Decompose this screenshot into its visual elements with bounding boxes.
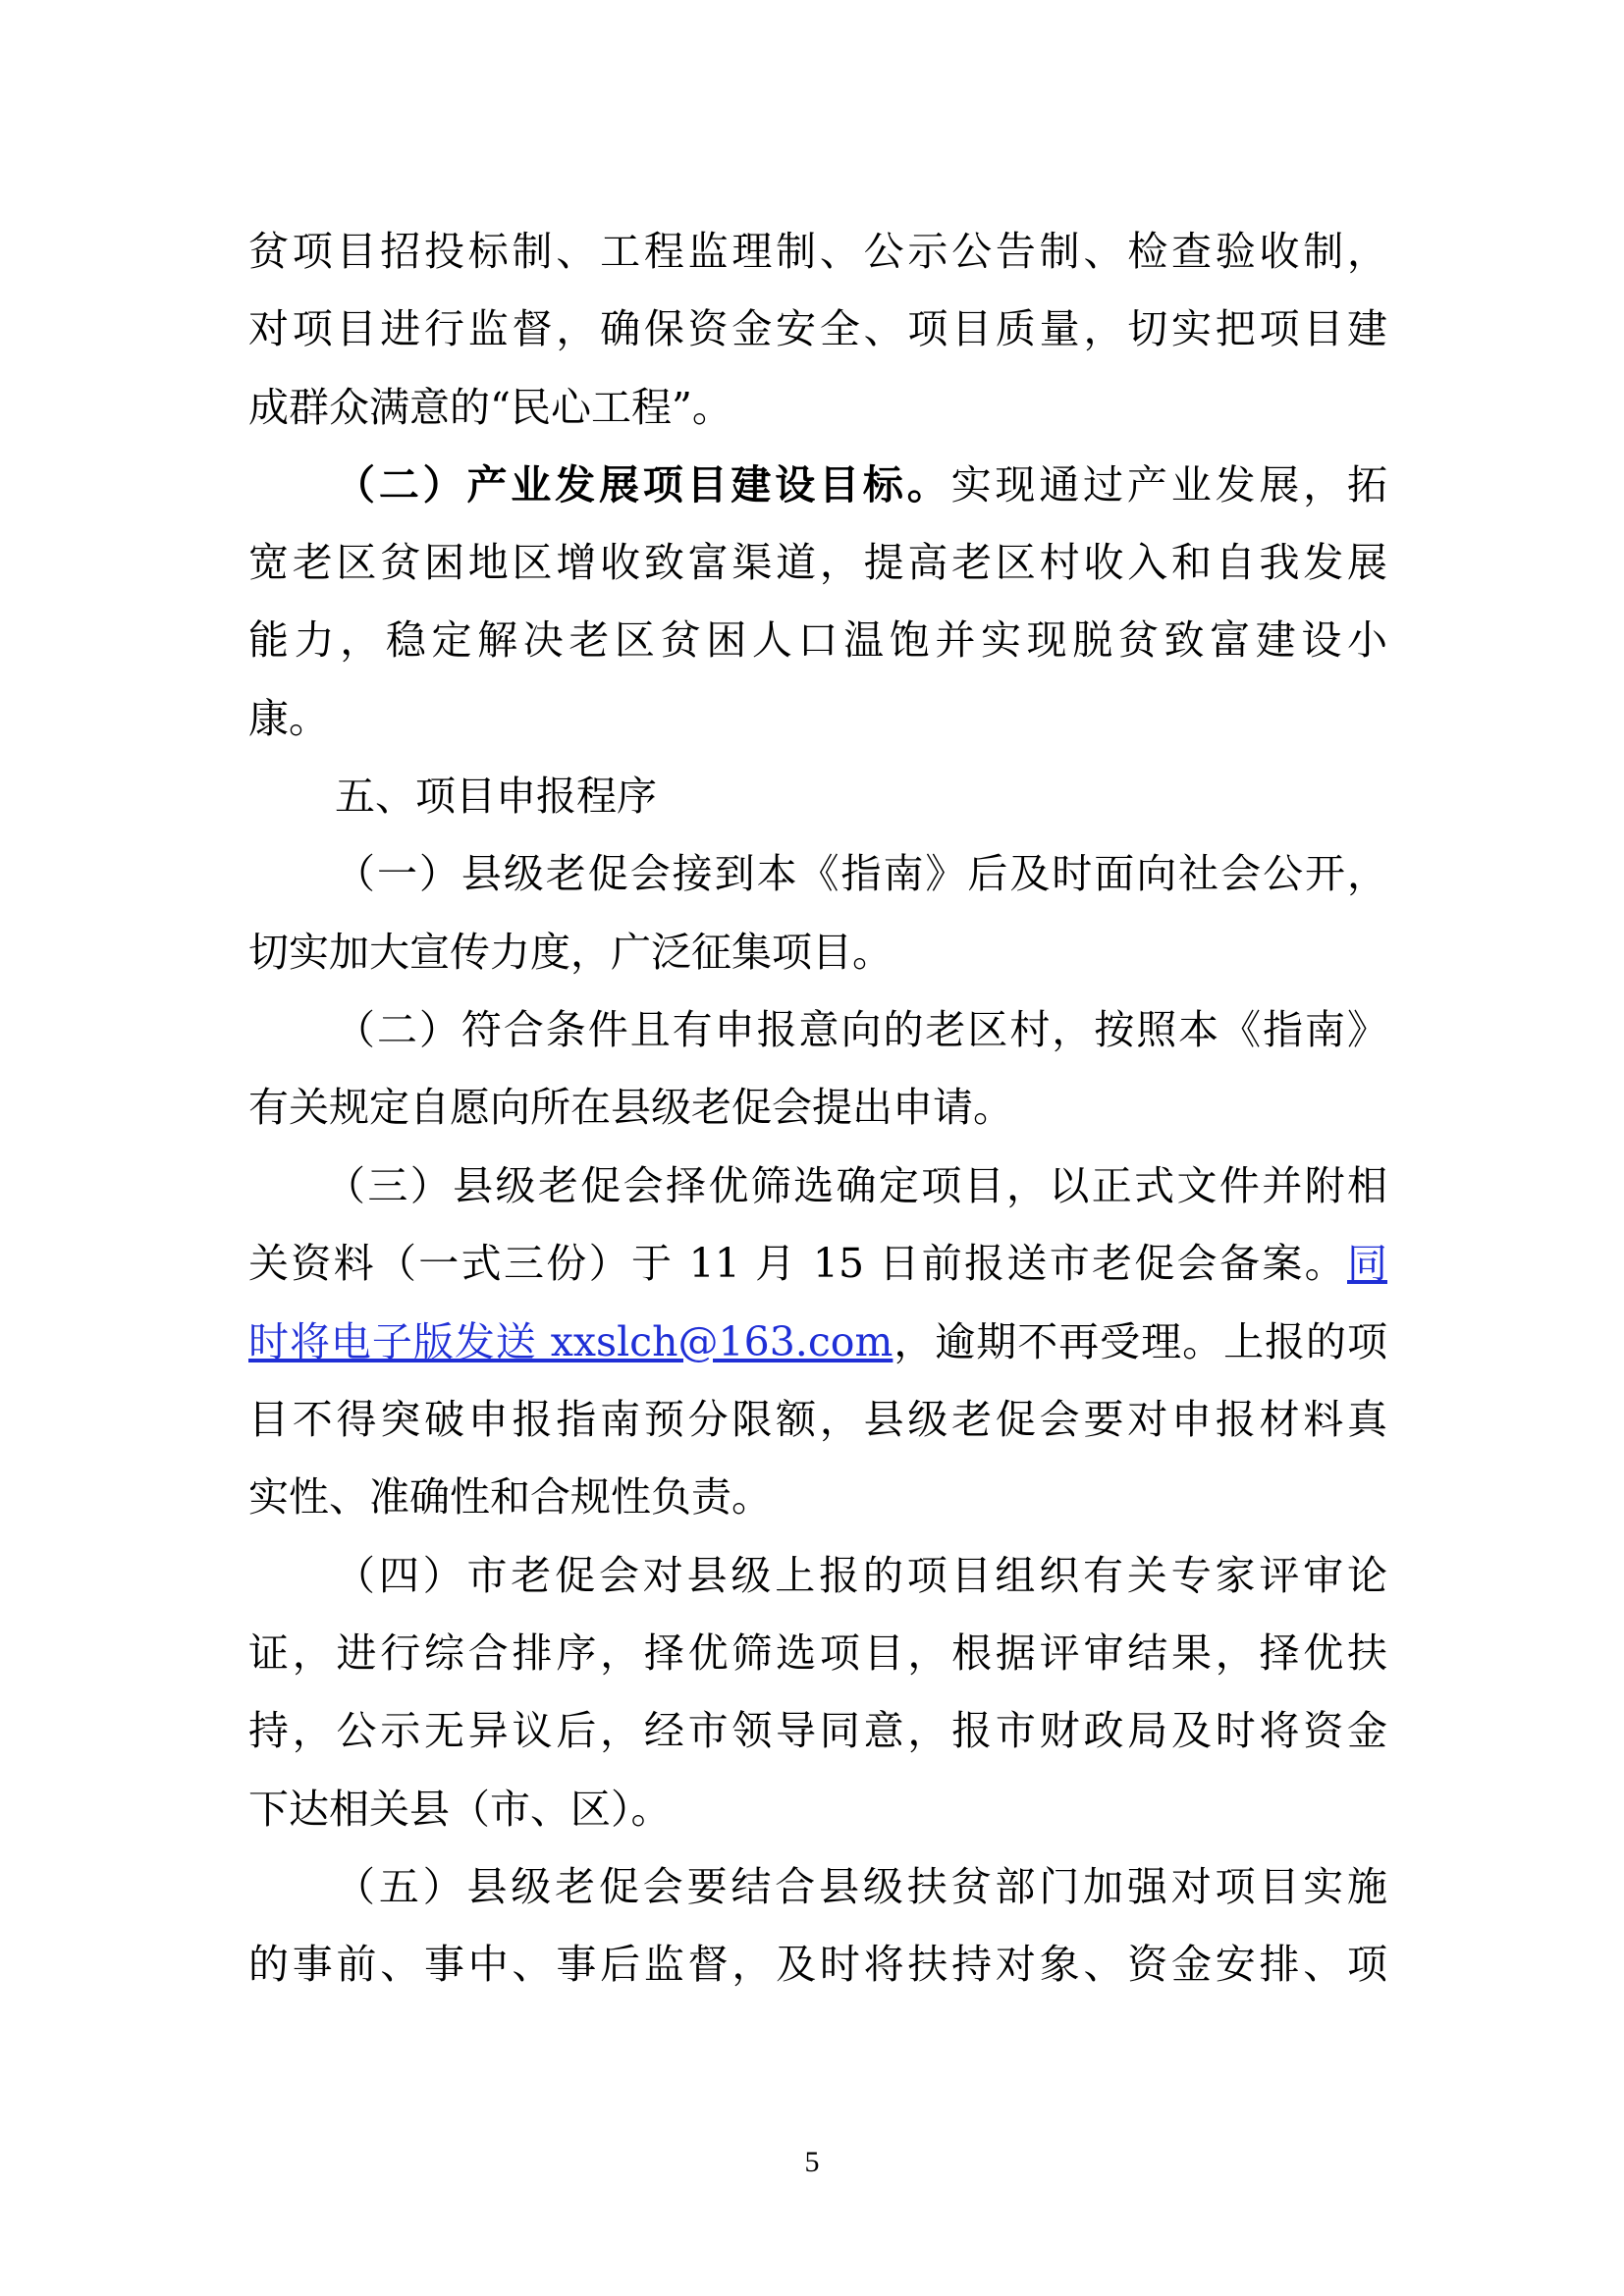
section-title: 五、项目申报程序 <box>335 773 657 820</box>
item5-line-1: （五）县级老促会要结合县级扶贫部门加强对项目实施 <box>335 1863 1387 1910</box>
item3-line-5: 实性、准确性和合规性负责。 <box>248 1473 772 1521</box>
item4-line-3: 持，公示无异议后，经市领导同意，报市财政局及时将资金 <box>248 1707 1387 1754</box>
item4-line-1: （四）市老促会对县级上报的项目组织有关专家评审论 <box>335 1552 1387 1599</box>
page-number: 5 <box>804 2146 820 2178</box>
item3-line-2 <box>248 1234 1387 1293</box>
item2-line-1: （二）符合条件且有申报意向的老区村，按照本《指南》 <box>335 1006 1387 1053</box>
item1-line-1: （一）县级老促会接到本《指南》后及时面向社会公开， <box>335 850 1387 897</box>
para2-line-4: 康。 <box>248 695 329 742</box>
item3-line-1: （三）县级老促会择优筛选确定项目，以正式文件并附相 <box>325 1162 1387 1209</box>
para1-line-2: 对项目进行监督，确保资金安全、项目质量，切实把项目建 <box>248 305 1387 352</box>
item4-line-4: 下达相关县（市、区）。 <box>248 1786 672 1833</box>
para2-line-1-text: 实现通过产业发展，拓 <box>950 461 1388 508</box>
item4-line-2: 证，进行综合排序，择优筛选项目，根据评审结果，择优扶 <box>248 1629 1387 1677</box>
item3-line-3-text: ，逾期不再受理。上报的项 <box>893 1318 1387 1365</box>
item3-line-4: 目不得突破申报指南预分限额，县级老促会要对申报材料真 <box>248 1396 1387 1443</box>
para2-line-3: 能力，稳定解决老区贫困人口温饱并实现脱贫致富建设小 <box>248 616 1387 664</box>
para2-line-1 <box>335 455 1387 514</box>
item3-line-3 <box>248 1312 1387 1371</box>
item3-line-2-text: 关资料（一式三份）于 11 月 15 日前报送市老促会备案。 <box>248 1240 1347 1287</box>
para2-line-2: 宽老区贫困地区增收致富渠道，提高老区村收入和自我发展 <box>248 539 1387 586</box>
para2-heading: （二）产业发展项目建设目标。 <box>335 461 951 508</box>
item5-line-2: 的事前、事中、事后监督，及时将扶持对象、资金安排、项 <box>248 1941 1387 1988</box>
item2-line-2: 有关规定自愿向所在县级老促会提出申请。 <box>248 1084 1013 1131</box>
item1-line-2: 切实加大宣传力度，广泛征集项目。 <box>248 929 893 976</box>
email-link-start[interactable]: 同 <box>1347 1240 1387 1287</box>
para1-line-1: 贫项目招投标制、工程监理制、公示公告制、检查验收制， <box>248 228 1387 275</box>
para1-line-3: 成群众满意的“民心工程”。 <box>248 384 732 431</box>
email-link[interactable]: 时将电子版发送 xxslch@163.com <box>248 1318 893 1365</box>
